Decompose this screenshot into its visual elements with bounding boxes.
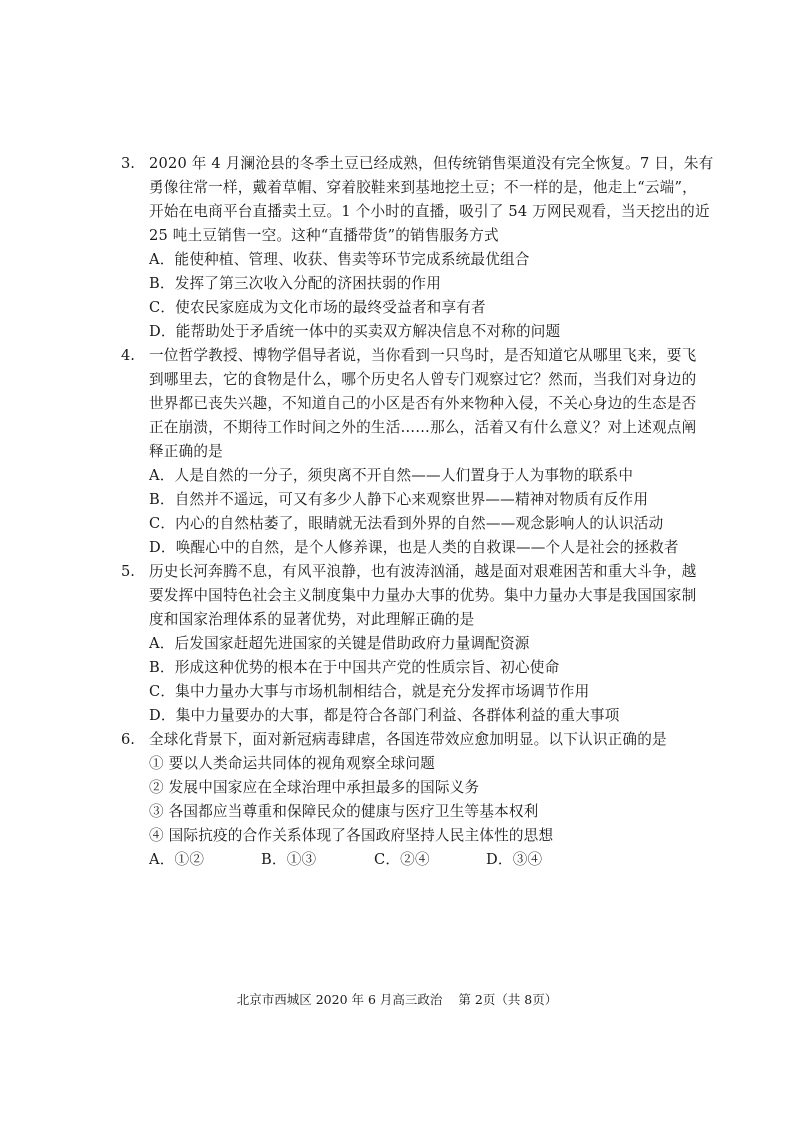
question-stem-line: 到哪里去，它的食物是什么，哪个历史名人曾专门观察过它？然而，当我们对身边的 <box>149 371 697 388</box>
statement-2: ② 发展中国家应在全球治理中承担最多的国际义务 <box>149 779 480 796</box>
option-d: D．能帮助处于矛盾统一体中的买卖双方解决信息不对称的问题 <box>149 323 561 340</box>
choice-b: B．①③ <box>261 851 317 868</box>
option-b: B．发挥了第三次收入分配的济困扶弱的作用 <box>149 275 442 292</box>
question-stem-line: 2020 年 4 月澜沧县的冬季土豆已经成熟，但传统销售渠道没有完全恢复。7 日，朱有 <box>149 155 714 172</box>
choice-c: C．②④ <box>374 851 430 868</box>
question-stem-line: 开始在电商平台直播卖土豆。1 个小时的直播，吸引了 54 万网民观看，当天挖出的近 <box>149 203 710 220</box>
choice-a: A．①② <box>149 851 205 868</box>
page-footer <box>0 991 794 1009</box>
question-number: 4. <box>121 347 135 364</box>
footer-exam-title: 北京市西城区 2020 年 6 月高三政治 <box>236 992 443 1007</box>
question-stem-line: 释正确的是 <box>149 443 223 460</box>
question-number: 3. <box>121 155 135 172</box>
question-stem-line: 全球化背景下，面对新冠病毒肆虐，各国连带效应愈加明显。以下认识正确的是 <box>149 731 667 748</box>
option-d: D．唤醒心中的自然，是个人修养课，也是人类的自救课——个人是社会的拯救者 <box>149 539 679 556</box>
question-number: 5. <box>121 563 135 580</box>
question-stem-line: 世界都已丧失兴趣，不知道自己的小区是否有外来物种入侵，不关心身边的生态是否 <box>149 395 697 412</box>
question-stem-line: 一位哲学教授、博物学倡导者说，当你看到一只鸟时，是否知道它从哪里飞来，要飞 <box>149 347 697 364</box>
question-stem-line: 25 吨土豆销售一空。这种“直播带货”的销售服务方式 <box>149 227 499 244</box>
option-a: A．人是自然的一分子，须臾离不开自然——人们置身于人为事物的联系中 <box>149 467 634 484</box>
option-c: C．集中力量办大事与市场机制相结合，就是充分发挥市场调节作用 <box>149 683 590 700</box>
statement-1: ① 要以人类命运共同体的视角观察全球问题 <box>149 755 435 772</box>
option-b: B．自然并不遥远，可又有多少人静下心来观察世界——精神对物质有反作用 <box>149 491 649 508</box>
question-number: 6. <box>121 731 135 748</box>
option-a: A．后发国家赶超先进国家的关键是借助政府力量调配资源 <box>149 635 530 652</box>
footer-page-number: 第 2页（共 8页） <box>458 992 558 1007</box>
question-stem-line: 正在崩溃，不期待工作时间之外的生活……那么，活着又有什么意义？对上述观点阐 <box>149 419 697 436</box>
option-b: B．形成这种优势的根本在于中国共产党的性质宗旨、初心使命 <box>149 659 560 676</box>
question-stem-line: 勇像往常一样，戴着草帽、穿着胶鞋来到基地挖土豆；不一样的是，他走上“云端”， <box>149 179 697 196</box>
choice-d: D．③④ <box>486 851 543 868</box>
option-a: A．能使种植、管理、收获、售卖等环节完成系统最优组合 <box>149 251 530 268</box>
option-c: C．内心的自然枯萎了，眼睛就无法看到外界的自然——观念影响人的认识活动 <box>149 515 664 532</box>
statement-3: ③ 各国都应当尊重和保障民众的健康与医疗卫生等基本权利 <box>149 803 539 820</box>
statement-4: ④ 国际抗疫的合作关系体现了各国政府坚持人民主体性的思想 <box>149 827 554 844</box>
option-d: D．集中力量要办的大事，都是符合各部门利益、各群体利益的重大事项 <box>149 707 620 724</box>
question-stem-line: 度和国家治理体系的显著优势，对此理解正确的是 <box>149 611 475 628</box>
question-stem-line: 要发挥中国特色社会主义制度集中力量办大事的优势。集中力量办大事是我国国家制 <box>149 587 697 604</box>
question-stem-line: 历史长河奔腾不息，有风平浪静，也有波涛汹涌，越是面对艰难困苦和重大斗争，越 <box>149 563 697 580</box>
option-c: C．使农民家庭成为文化市场的最终受益者和享有者 <box>149 299 486 316</box>
